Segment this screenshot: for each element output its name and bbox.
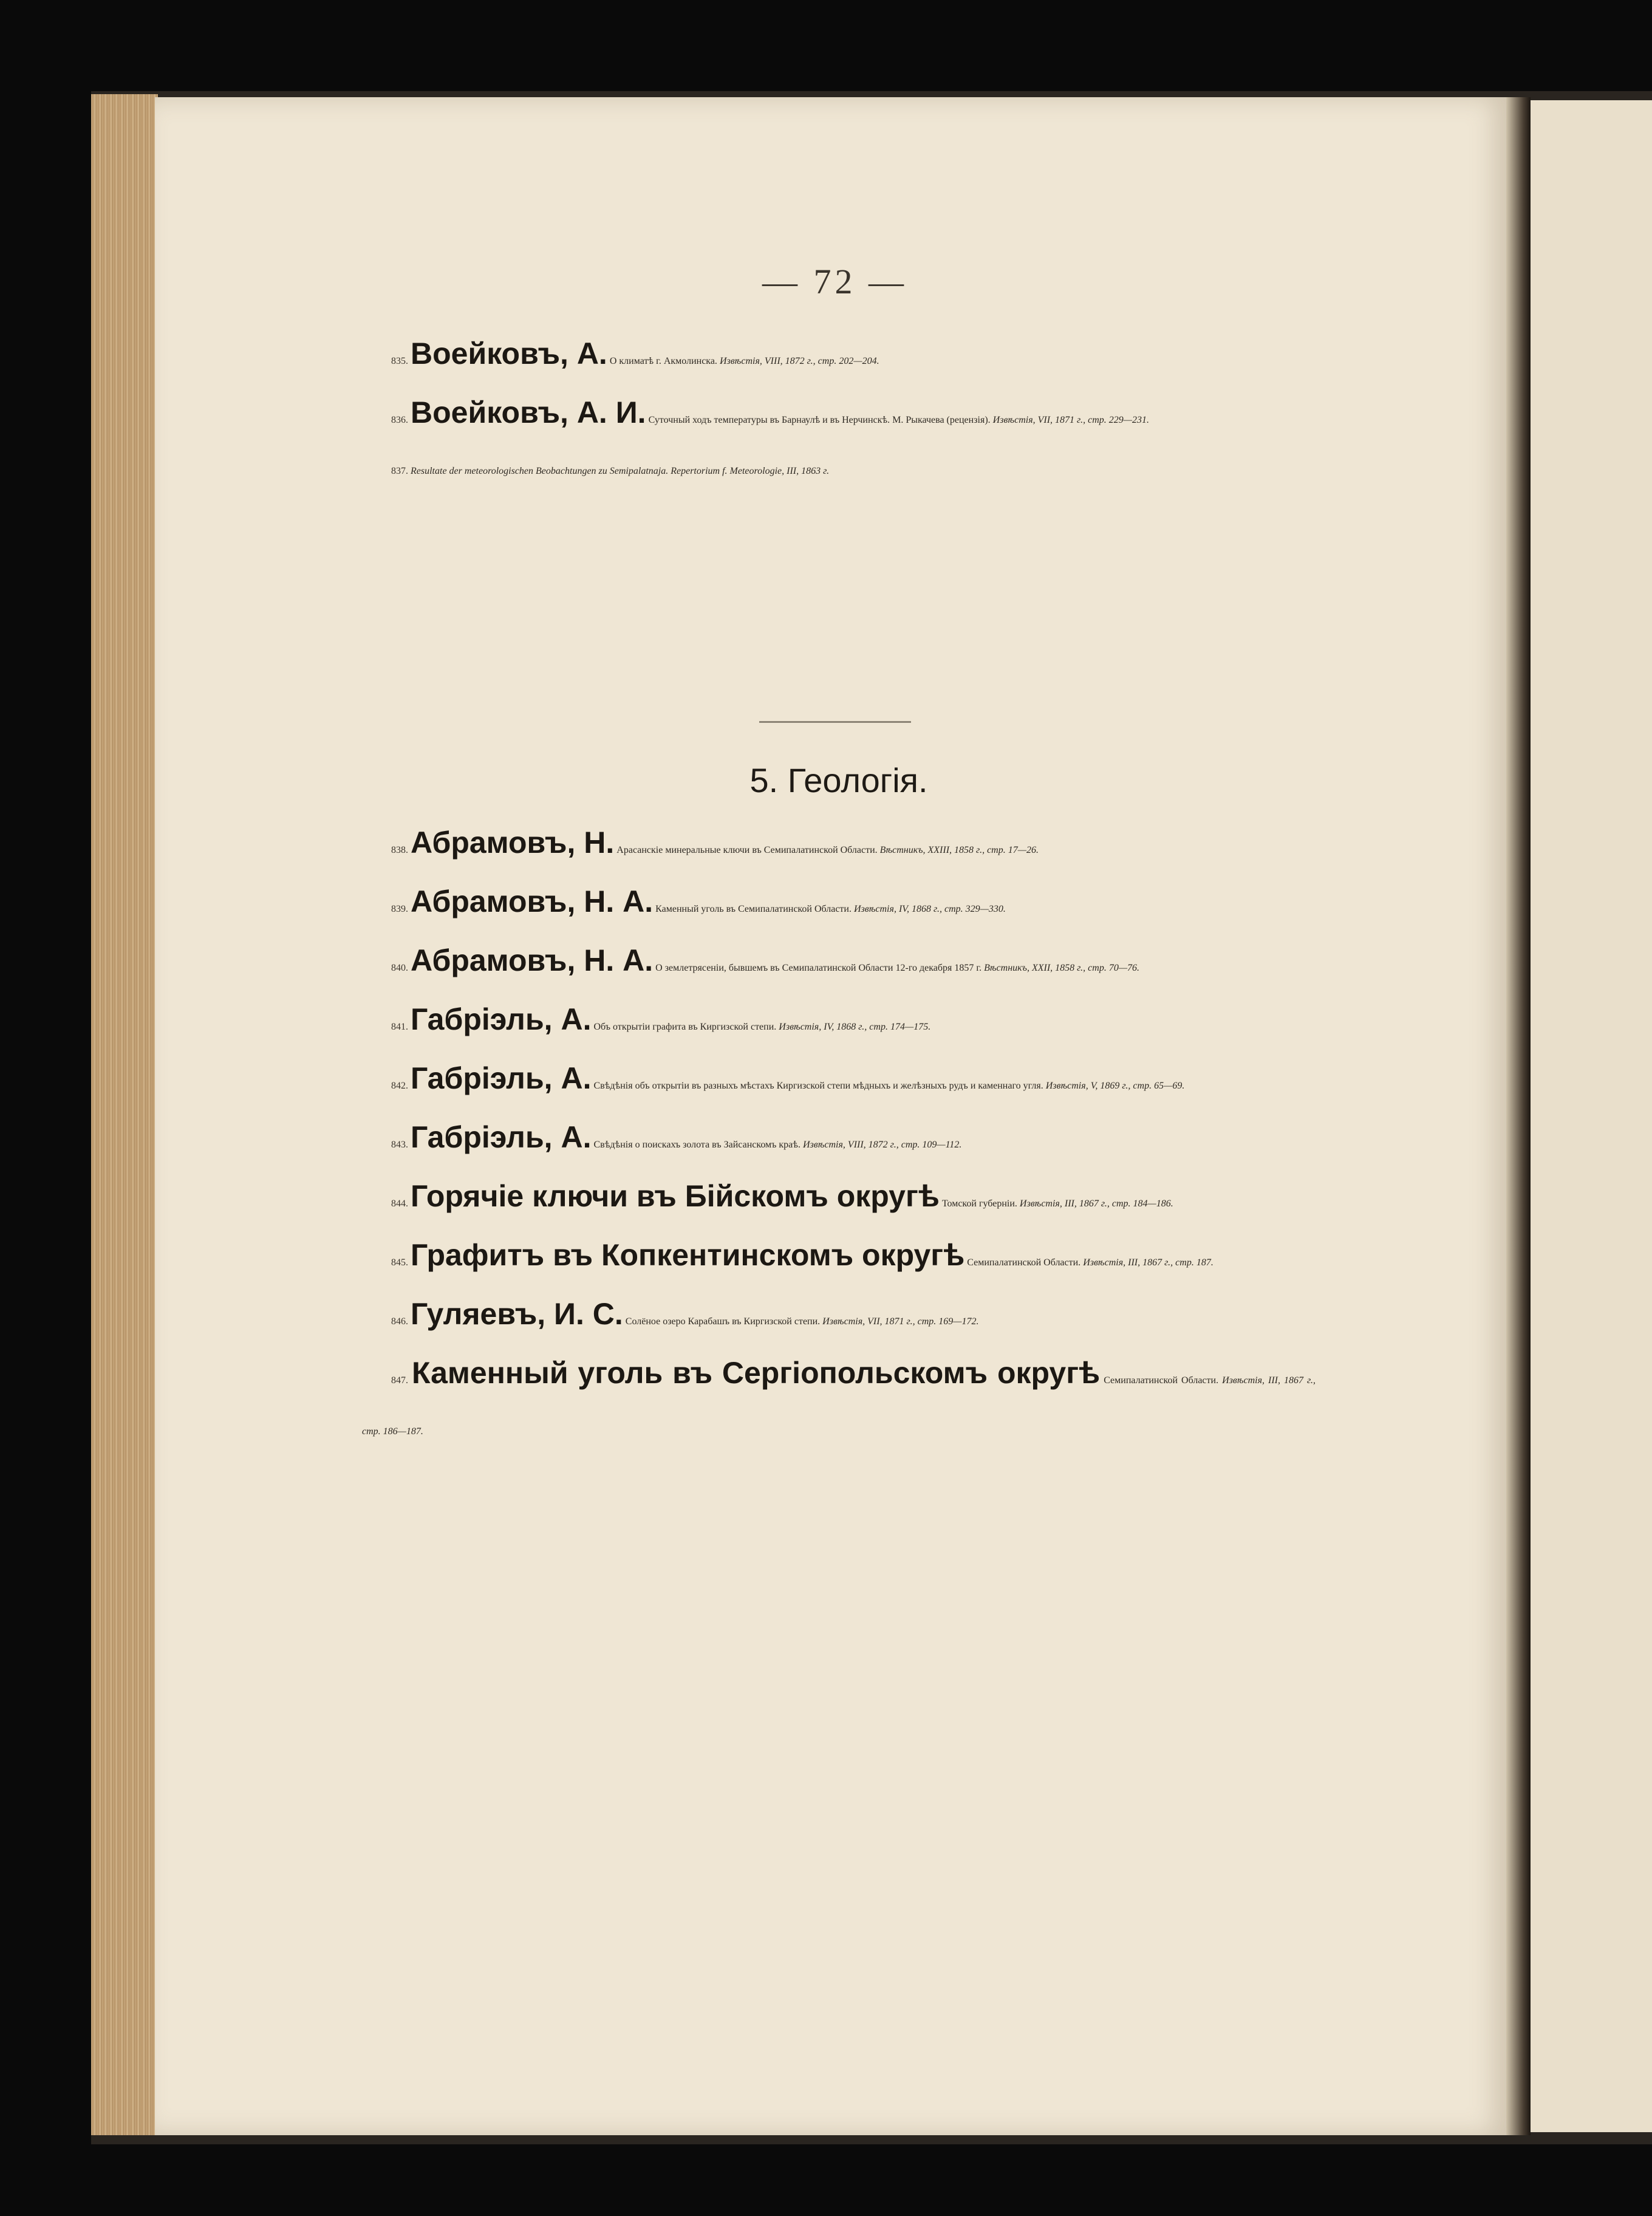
entries-geology (362, 817, 1316, 1457)
book-gutter (1506, 97, 1531, 2135)
entry-source: Извѣстія, IV, 1868 г., стр. 174—175. (779, 1022, 931, 1032)
bibliography-entry (362, 1288, 1316, 1347)
entry-number: 840. (391, 963, 408, 973)
bibliography-entry (362, 1112, 1316, 1171)
entry-source: Вѣстникъ, XXIII, 1858 г., стр. 17—26. (879, 845, 1039, 855)
entry-number: 837. (391, 466, 408, 476)
entry-author: Каменный уголь въ Сергіопольскомъ округѣ (411, 1356, 1101, 1390)
entry-title: Свѣдѣнія о поискахъ золота въ Зайсанскомъ краѣ. (593, 1140, 800, 1150)
entry-source: Resultate der meteorologischen Beobachtungen zu Semipalatnaja. Repertorium f. Meteorologie, III, 1863 г. (411, 466, 830, 476)
entry-title: Объ открытіи графита въ Киргизской степи. (593, 1022, 777, 1032)
entry-number: 844. (391, 1199, 408, 1209)
entry-number: 838. (391, 845, 408, 855)
entry-number: 841. (391, 1022, 408, 1032)
entry-author: Габріэль, А. (411, 1002, 592, 1036)
page-number: — 72 — (762, 262, 907, 301)
entry-author: Гуляевъ, И. С. (411, 1297, 623, 1331)
bibliography-entry (362, 446, 1316, 497)
entry-title: Арасанскіе минеральные ключи въ Семипалатинской Области. (616, 845, 878, 855)
entry-title: Семипалатинской Области. (967, 1257, 1081, 1268)
entry-number: 842. (391, 1081, 408, 1091)
entry-source: Извѣстія, VII, 1871 г., стр. 169—172. (822, 1316, 979, 1327)
entry-number: 835. (391, 356, 408, 366)
entry-title: Свѣдѣнія объ открытіи въ разныхъ мѣстахъ Киргизской степи мѣдныхъ и желѣзныхъ рудъ и каменнаго угля. (593, 1081, 1043, 1091)
entry-author: Габріэль, А. (411, 1061, 592, 1095)
entry-title: О землетрясеніи, бывшемъ въ Семипалатинской Области 12-го декабря 1857 г. (655, 963, 982, 973)
entry-number: 843. (391, 1140, 408, 1150)
entry-source: Извѣстія, IV, 1868 г., стр. 329—330. (853, 904, 1006, 914)
entry-number: 839. (391, 904, 408, 914)
entry-author: Абрамовъ, Н. (411, 826, 615, 860)
bibliography-entry (362, 387, 1316, 446)
entry-title: Томской губерніи. (941, 1199, 1017, 1209)
entry-title: Семипалатинской Области. (1104, 1375, 1219, 1386)
entry-author: Горячіе ключи въ Бійскомъ округѣ (411, 1179, 940, 1213)
entry-author: Абрамовъ, Н. А. (411, 884, 654, 918)
entry-source: Извѣстія, VIII, 1872 г., стр. 109—112. (802, 1140, 962, 1150)
entry-title: Каменный уголь въ Семипалатинской Области. (655, 904, 852, 914)
entries-meteorology (362, 328, 1316, 497)
section-heading: 5. Геологія. (749, 761, 928, 799)
facing-page (1531, 100, 1652, 2132)
entry-author: Габріэль, А. (411, 1120, 592, 1154)
entry-source: Извѣстія, III, 1867 г., стр. 186—187. (362, 1375, 1316, 1437)
page-edge (91, 94, 158, 2135)
bibliography-entry (362, 876, 1316, 935)
bibliography-entry (362, 935, 1316, 994)
bibliography-entry (362, 817, 1316, 876)
entry-number: 847. (391, 1375, 408, 1386)
entry-number: 846. (391, 1316, 408, 1327)
entry-number: 845. (391, 1257, 408, 1268)
section-divider (759, 721, 911, 723)
entry-source: Извѣстія, III, 1867 г., стр. 184—186. (1019, 1199, 1173, 1209)
entry-source: Извѣстія, V, 1869 г., стр. 65—69. (1045, 1081, 1185, 1091)
entry-title: О климатѣ г. Акмолинска. (609, 356, 717, 366)
entry-title: Суточный ходъ температуры въ Барнаулѣ и въ Нерчинскѣ. М. Рыкачева (рецензія). (648, 415, 991, 425)
entry-source: Извѣстія, VII, 1871 г., стр. 229—231. (992, 415, 1149, 425)
bibliography-entry (362, 994, 1316, 1053)
bibliography-entry (362, 1171, 1316, 1229)
bibliography-entry (362, 1347, 1316, 1457)
entry-source: Извѣстія, VIII, 1872 г., стр. 202—204. (719, 356, 879, 366)
entry-author: Графитъ въ Копкентинскомъ округѣ (411, 1238, 965, 1272)
entry-source: Вѣстникъ, XXII, 1858 г., стр. 70—76. (984, 963, 1140, 973)
entry-source: Извѣстія, III, 1867 г., стр. 187. (1083, 1257, 1213, 1268)
entry-title: Солёное озеро Карабашъ въ Киргизской степи. (625, 1316, 821, 1327)
entry-author: Абрамовъ, Н. А. (411, 943, 654, 977)
entry-author: Воейковъ, А. И. (411, 395, 646, 429)
entry-number: 836. (391, 415, 408, 425)
bibliography-entry (362, 328, 1316, 387)
entry-author: Воейковъ, А. (411, 337, 607, 371)
bibliography-entry (362, 1053, 1316, 1112)
bibliography-entry (362, 1229, 1316, 1288)
